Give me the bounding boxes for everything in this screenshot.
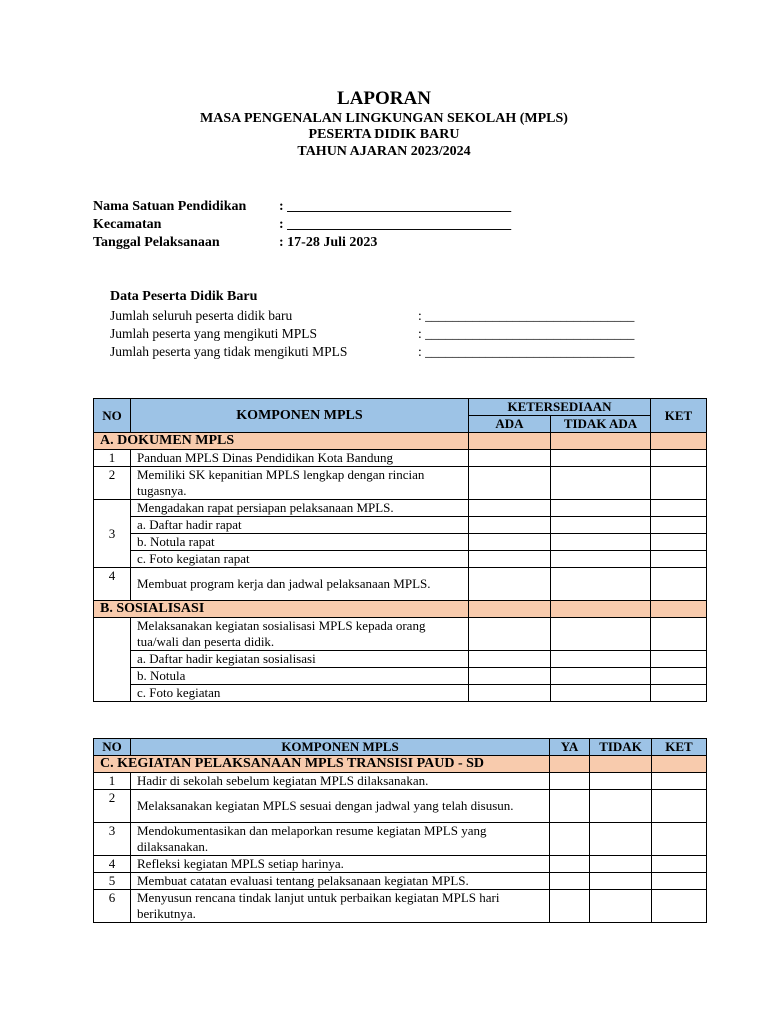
- row-no: 6: [94, 890, 131, 923]
- table-row: [94, 568, 707, 601]
- cell-ya[interactable]: [550, 856, 590, 873]
- report-subtitle-tahun: TAHUN AJARAN 2023/2024: [297, 144, 471, 159]
- cell-tidak-ada[interactable]: [551, 450, 651, 467]
- cell-ya[interactable]: [550, 773, 590, 790]
- cell-tidak-ada[interactable]: [551, 467, 651, 500]
- col-header-komponen: KOMPONEN MPLS: [131, 399, 469, 433]
- cell-ya[interactable]: [550, 890, 590, 923]
- row-text: b. Notula: [131, 668, 469, 685]
- section-row-sosialisasi: [94, 601, 707, 618]
- table-row: [94, 517, 707, 534]
- report-subtitle-peserta: PESERTA DIDIK BARU: [308, 127, 460, 142]
- col-header-no: NO: [94, 399, 131, 433]
- cell-tidak[interactable]: [590, 790, 652, 823]
- cell-ada[interactable]: [469, 618, 551, 651]
- cell-tidak-ada[interactable]: [551, 601, 651, 618]
- cell-ada[interactable]: [469, 450, 551, 467]
- cell-ada[interactable]: [469, 651, 551, 668]
- table-row: [94, 618, 707, 651]
- col-header-tidak-ada: TIDAK ADA: [551, 416, 651, 433]
- cell-ya[interactable]: [550, 823, 590, 856]
- dokumen-table: [93, 398, 707, 702]
- table-row: [94, 534, 707, 551]
- cell-ket[interactable]: [652, 873, 707, 890]
- cell-tidak-ada[interactable]: [551, 433, 651, 450]
- table-row: [94, 668, 707, 685]
- info-value[interactable]: : ________________________________: [279, 199, 512, 214]
- row-text: Hadir di sekolah sebelum kegiatan MPLS dilaksanakan.: [131, 773, 550, 790]
- cell-tidak[interactable]: [590, 890, 652, 923]
- cell-tidak-ada[interactable]: [551, 685, 651, 702]
- row-text: Menyusun rencana tindak lanjut untuk perbaikan kegiatan MPLS hari berikutnya.: [131, 890, 550, 923]
- cell-tidak-ada[interactable]: [551, 618, 651, 651]
- report-title: LAPORAN: [337, 88, 431, 109]
- cell-ket[interactable]: [651, 601, 707, 618]
- row-no: 3: [94, 823, 131, 856]
- data-peserta-value[interactable]: : _______________________________: [418, 344, 635, 359]
- row-text: Refleksi kegiatan MPLS setiap harinya.: [131, 856, 550, 873]
- info-value: : 17-28 Juli 2023: [279, 235, 378, 250]
- table-row: [94, 773, 707, 790]
- row-no: 4: [94, 856, 131, 873]
- cell-tidak[interactable]: [590, 756, 652, 773]
- cell-ada[interactable]: [469, 500, 551, 517]
- cell-tidak[interactable]: [590, 856, 652, 873]
- row-text: Mendokumentasikan dan melaporkan resume kegiatan MPLS yang dilaksanakan.: [131, 823, 550, 856]
- cell-ket[interactable]: [651, 467, 707, 500]
- cell-tidak-ada[interactable]: [551, 517, 651, 534]
- col-header-ada: ADA: [469, 416, 551, 433]
- cell-ada[interactable]: [469, 534, 551, 551]
- cell-ada[interactable]: [469, 685, 551, 702]
- cell-ket[interactable]: [651, 551, 707, 568]
- info-label: Tanggal Pelaksanaan: [93, 235, 220, 250]
- data-peserta-label: Jumlah peserta yang tidak mengikuti MPLS: [110, 344, 348, 359]
- cell-ket[interactable]: [651, 668, 707, 685]
- section-label: C. KEGIATAN PELAKSANAAN MPLS TRANSISI PAUD - SD: [94, 756, 550, 773]
- table-row: [94, 856, 707, 873]
- col-header-tidak: TIDAK: [590, 739, 652, 756]
- cell-ket[interactable]: [651, 618, 707, 651]
- row-text: Membuat catatan evaluasi tentang pelaksanaan kegiatan MPLS.: [131, 873, 550, 890]
- row-text: Panduan MPLS Dinas Pendidikan Kota Bandung: [131, 450, 469, 467]
- cell-ket[interactable]: [651, 450, 707, 467]
- row-no: 1: [94, 773, 131, 790]
- col-header-no: NO: [94, 739, 131, 756]
- cell-tidak-ada[interactable]: [551, 668, 651, 685]
- col-header-komponen: KOMPONEN MPLS: [131, 739, 550, 756]
- cell-ket[interactable]: [651, 500, 707, 517]
- cell-tidak-ada[interactable]: [551, 651, 651, 668]
- row-text: c. Foto kegiatan rapat: [131, 551, 469, 568]
- cell-tidak[interactable]: [590, 873, 652, 890]
- data-peserta-value[interactable]: : _______________________________: [418, 308, 635, 323]
- cell-ket[interactable]: [651, 534, 707, 551]
- cell-tidak-ada[interactable]: [551, 551, 651, 568]
- cell-ket[interactable]: [652, 790, 707, 823]
- section-label: A. DOKUMEN MPLS: [94, 433, 469, 450]
- cell-ket[interactable]: [651, 651, 707, 668]
- row-text: Mengadakan rapat persiapan pelaksanaan MPLS.: [131, 500, 469, 517]
- cell-ket[interactable]: [651, 517, 707, 534]
- cell-tidak-ada[interactable]: [551, 500, 651, 517]
- cell-ya[interactable]: [550, 873, 590, 890]
- report-subtitle-mpls: MASA PENGENALAN LINGKUNGAN SEKOLAH (MPLS): [200, 111, 568, 126]
- cell-ket[interactable]: [652, 856, 707, 873]
- cell-ada[interactable]: [469, 551, 551, 568]
- cell-ket[interactable]: [652, 756, 707, 773]
- row-no: 1: [94, 450, 131, 467]
- cell-ket[interactable]: [651, 433, 707, 450]
- table-row: [94, 823, 707, 856]
- data-peserta-label: Jumlah seluruh peserta didik baru: [110, 308, 293, 323]
- row-text: Melaksanakan kegiatan MPLS sesuai dengan jadwal yang telah disusun.: [131, 790, 550, 823]
- table-row: [94, 873, 707, 890]
- col-header-ketersediaan: KETERSEDIAAN: [469, 399, 651, 416]
- table-row: [94, 551, 707, 568]
- table-row: [94, 500, 707, 517]
- row-text: a. Daftar hadir kegiatan sosialisasi: [131, 651, 469, 668]
- row-no-empty: [94, 618, 131, 702]
- data-peserta-label: Jumlah peserta yang mengikuti MPLS: [110, 326, 317, 341]
- row-no: 5: [94, 873, 131, 890]
- row-no: 4: [94, 568, 131, 601]
- table-row: [94, 685, 707, 702]
- row-text: Membuat program kerja dan jadwal pelaksanaan MPLS.: [131, 568, 469, 601]
- row-text: a. Daftar hadir rapat: [131, 517, 469, 534]
- row-text: Melaksanakan kegiatan sosialisasi MPLS kepada orang tua/wali dan peserta didik.: [131, 618, 469, 651]
- kegiatan-table: [93, 738, 707, 923]
- info-label: Kecamatan: [93, 217, 162, 232]
- cell-ada[interactable]: [469, 467, 551, 500]
- cell-tidak[interactable]: [590, 773, 652, 790]
- cell-ada[interactable]: [469, 668, 551, 685]
- table-row: [94, 651, 707, 668]
- row-no: 3: [94, 500, 131, 568]
- info-label: Nama Satuan Pendidikan: [93, 199, 247, 214]
- data-peserta-value[interactable]: : _______________________________: [418, 326, 635, 341]
- cell-ket[interactable]: [652, 890, 707, 923]
- row-text: c. Foto kegiatan: [131, 685, 469, 702]
- section-row-kegiatan: [94, 756, 707, 773]
- cell-ya[interactable]: [550, 756, 590, 773]
- cell-tidak-ada[interactable]: [551, 568, 651, 601]
- section-label: B. SOSIALISASI: [94, 601, 469, 618]
- info-value[interactable]: : ________________________________: [279, 217, 512, 232]
- table-row: [94, 467, 707, 500]
- cell-ada[interactable]: [469, 601, 551, 618]
- cell-ket[interactable]: [651, 568, 707, 601]
- table-row: [94, 450, 707, 467]
- cell-tidak-ada[interactable]: [551, 534, 651, 551]
- cell-ket[interactable]: [652, 823, 707, 856]
- col-header-ket: KET: [651, 399, 707, 433]
- cell-ya[interactable]: [550, 790, 590, 823]
- cell-ket[interactable]: [652, 773, 707, 790]
- row-no: 2: [94, 467, 131, 500]
- cell-ada[interactable]: [469, 517, 551, 534]
- table-row: [94, 890, 707, 923]
- table-row: [94, 790, 707, 823]
- col-header-ya: YA: [550, 739, 590, 756]
- data-peserta-title: Data Peserta Didik Baru: [110, 289, 258, 304]
- row-no: 2: [94, 790, 131, 823]
- col-header-ket: KET: [652, 739, 707, 756]
- cell-ada[interactable]: [469, 433, 551, 450]
- row-text: Memiliki SK kepanitian MPLS lengkap dengan rincian tugasnya.: [131, 467, 469, 500]
- cell-ada[interactable]: [469, 568, 551, 601]
- row-text: b. Notula rapat: [131, 534, 469, 551]
- cell-tidak[interactable]: [590, 823, 652, 856]
- section-row-dokumen: [94, 433, 707, 450]
- cell-ket[interactable]: [651, 685, 707, 702]
